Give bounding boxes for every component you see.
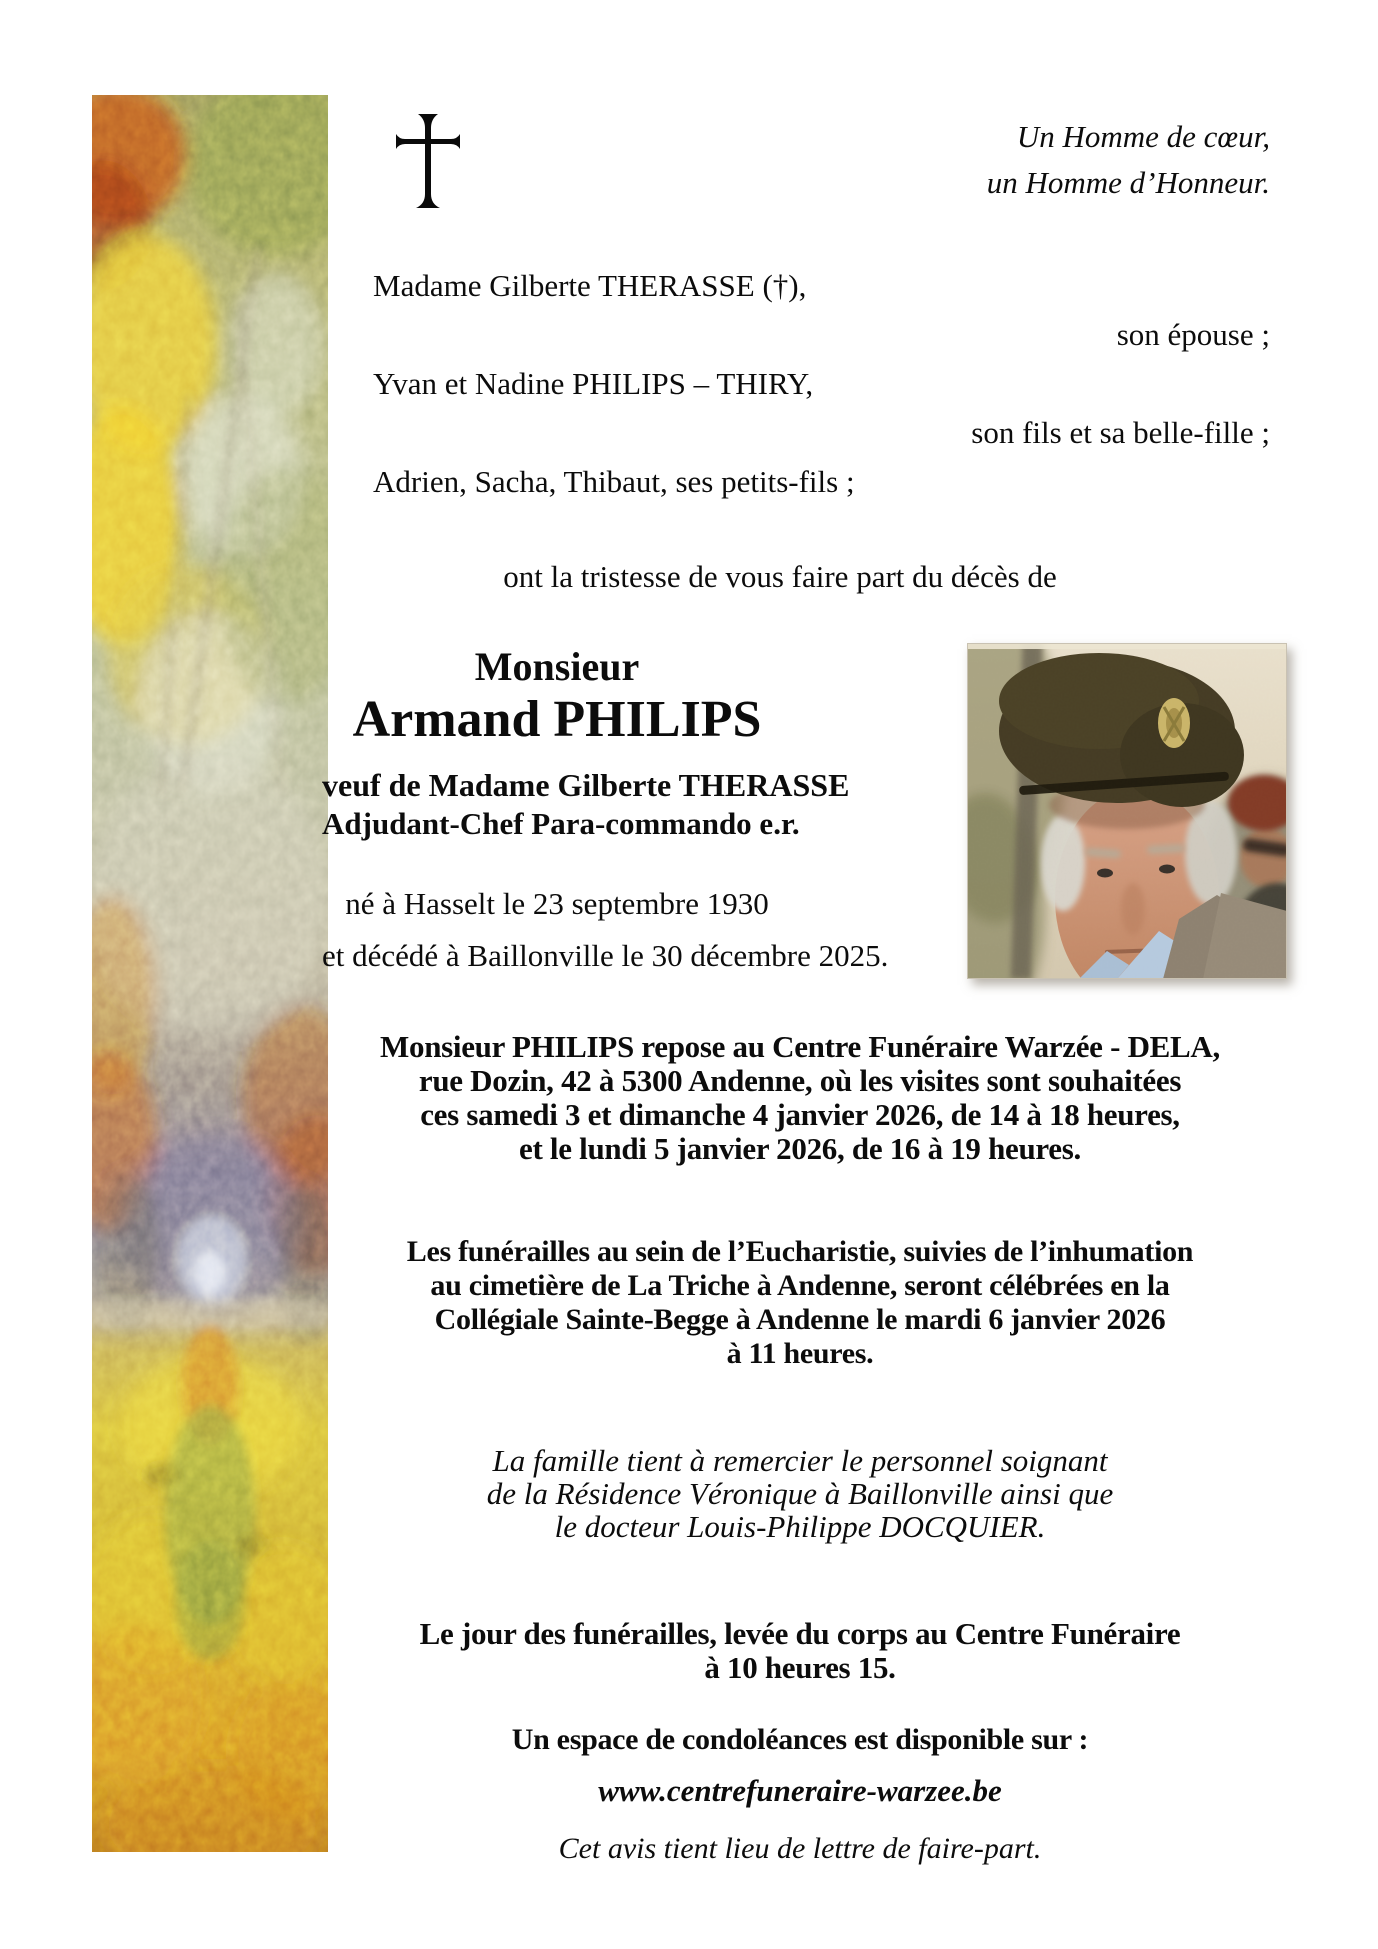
family-line-spouse-relation: son épouse ; xyxy=(1116,317,1270,352)
funeral-line: Les funérailles au sein de l’Eucharistie, suivies de l’inhumation xyxy=(406,1235,1194,1268)
motto-line: Un Homme de cœur, xyxy=(1016,119,1270,154)
family-line-grandsons: Adrien, Sacha, Thibaut, ses petits-fils ; xyxy=(373,464,855,499)
notice-line: Cet avis tient lieu de lettre de faire-part. xyxy=(558,1832,1042,1865)
thanks-line: de la Résidence Véronique à Baillonville ainsi que xyxy=(486,1476,1114,1511)
motto-line: un Homme d’Honneur. xyxy=(986,165,1270,200)
thanks-line: La famille tient à remercier le personnel soignant xyxy=(492,1443,1108,1478)
visitation-line: ces samedi 3 et dimanche 4 janvier 2026, de 14 à 18 heures, xyxy=(420,1097,1180,1132)
funeral-line: au cimetière de La Triche à Andenne, seront célébrées en la xyxy=(430,1269,1170,1302)
deceased-name: Armand PHILIPS xyxy=(352,691,762,748)
funeral-line: Collégiale Sainte-Begge à Andenne le mardi 6 janvier 2026 xyxy=(434,1303,1166,1336)
rank-line: Adjudant-Chef Para-commando e.r. xyxy=(322,806,800,841)
levee-line: à 10 heures 15. xyxy=(704,1650,896,1685)
thanks-paragraph xyxy=(330,1444,1270,1543)
levee-paragraph xyxy=(330,1617,1270,1685)
visitation-line: Monsieur PHILIPS repose au Centre Funéraire Warzée - DELA, xyxy=(380,1029,1220,1064)
funeral-line: à 11 heures. xyxy=(726,1337,874,1370)
death-line: et décédé à Baillonville le 30 décembre 2025. xyxy=(322,938,889,973)
visitation-line: rue Dozin, 42 à 5300 Andenne, où les visites sont souhaitées xyxy=(418,1063,1182,1098)
motto xyxy=(987,114,1270,206)
family-line-son-relation: son fils et sa belle-fille ; xyxy=(971,415,1270,450)
portrait-photo xyxy=(967,643,1287,979)
family-line-son-name: Yvan et Nadine PHILIPS – THIRY, xyxy=(373,366,814,401)
birth-line: né à Hasselt le 23 septembre 1930 xyxy=(345,886,769,921)
deceased-title: Monsieur xyxy=(474,644,640,689)
family-list xyxy=(373,261,1270,506)
visitation-line: et le lundi 5 janvier 2026, de 16 à 19 heures. xyxy=(518,1131,1081,1166)
family-line-spouse-name: Madame Gilberte THERASSE (†), xyxy=(373,268,807,303)
widower-line: veuf de Madame Gilberte THERASSE xyxy=(322,767,850,803)
visitation-paragraph xyxy=(330,1030,1270,1166)
website-link: www.centrefuneraire-warzee.be xyxy=(598,1773,1002,1808)
cross-icon xyxy=(393,112,463,212)
funeral-paragraph xyxy=(330,1235,1270,1371)
condolences-label: Un espace de condoléances est disponible sur : xyxy=(511,1723,1089,1756)
levee-line: Le jour des funérailles, levée du corps au Centre Funéraire xyxy=(419,1616,1181,1651)
thanks-line: le docteur Louis-Philippe DOCQUIER. xyxy=(554,1509,1046,1544)
deceased-block xyxy=(322,643,889,975)
autumn-forest-strip-photo xyxy=(92,95,328,1852)
announcement-line: ont la tristesse de vous faire part du décès de xyxy=(503,559,1057,594)
